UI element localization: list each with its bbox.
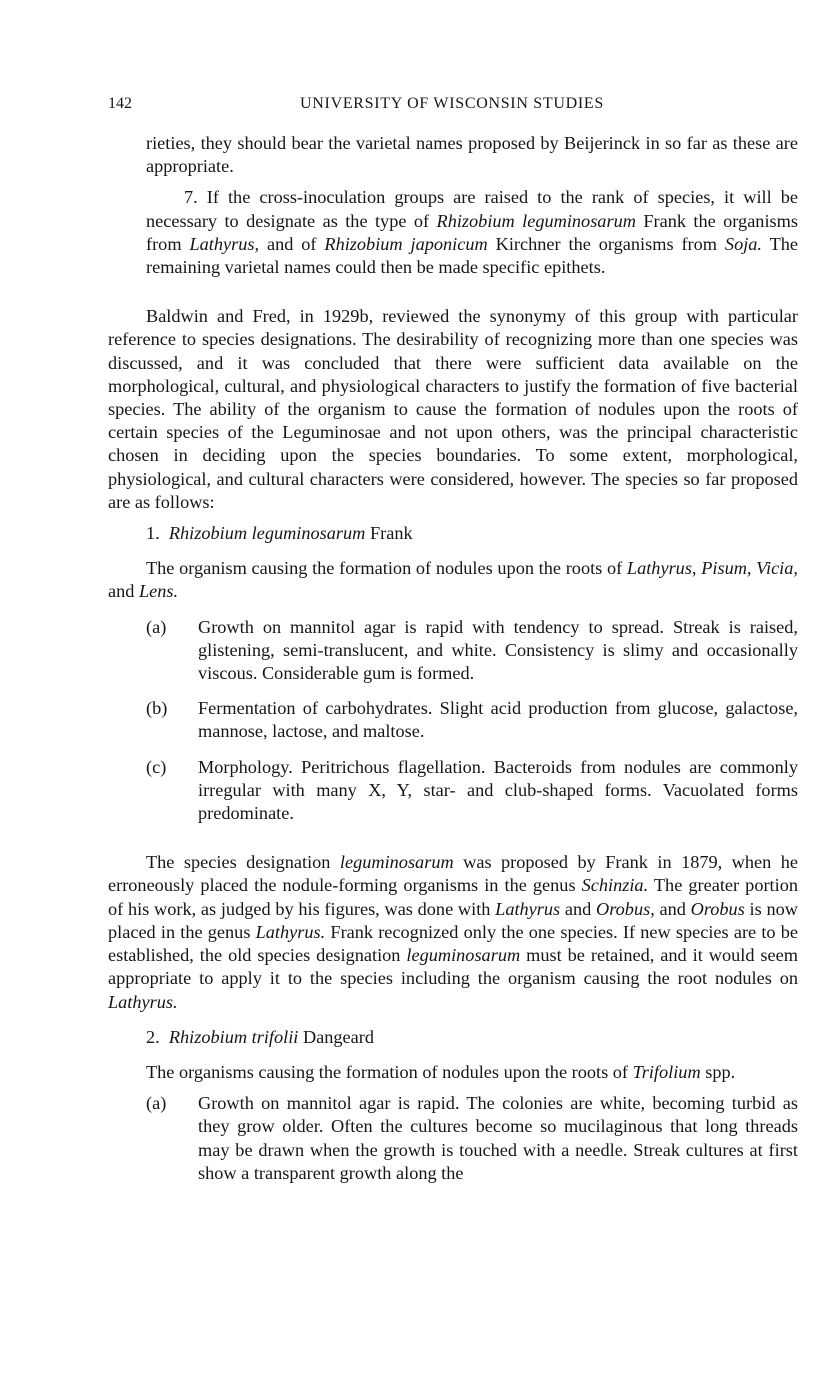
paragraph-text: The organism causing the formation of nodules upon the roots of [146,558,627,579]
genus-list: Lathyrus, Pisum, Vicia, [626,558,798,579]
paragraph-text: is now placed in the genus [108,898,798,942]
species-name: Rhizobium leguminosarum [436,210,636,231]
paragraph-text: rieties, they should bear the varietal names proposed by Beijerinck in so far as these are appropriate. [146,133,798,177]
species-1-description [108,557,798,603]
genus-name: Lathyrus, [189,233,260,254]
paragraph-text: was proposed by Frank in 1879, when he erroneously placed the nodule-forming organisms in the genus [108,852,798,896]
page-header [108,92,796,116]
page-body [108,132,798,1185]
paragraph-text: and of [259,233,325,254]
genus-name: Lens. [138,581,179,602]
genus-name: Trifolium [632,1061,701,1082]
paragraph-text: and [560,898,597,919]
genus-name: Orobus, [596,898,655,919]
genus-name: Soja. [724,233,762,254]
heading-number: 1. [146,523,160,544]
species-heading-2 [146,1026,798,1049]
list-item-text: Fermentation of carbohydrates. Slight acid production from glucose, galactose, mannose, lactose, and maltose. [198,698,798,742]
list-item-text: Growth on mannitol agar is rapid with tendency to spread. Streak is raised, glistening, semi-translucent, and white. Consistency is slimy and occasionally viscous. Considerable gum is formed. [198,616,798,684]
paragraph-text: and [654,898,691,919]
paragraph-leguminosarum-history [108,851,798,1013]
list-item-text: Morphology. Peritrichous flagellation. Bacteroids from nodules are commonly irregular with many X, Y, star- and club-shaped forms. Vacuolated forms predominate. [198,756,798,824]
paragraph-baldwin-fred [108,305,798,514]
list-item [146,756,798,826]
species-name: Rhizobium trifolii [168,1026,299,1047]
genus-name: Lathyrus [495,898,561,919]
list-item [146,697,798,743]
list-marker: (a) [146,1093,167,1114]
species-epithet: leguminosarum [339,852,454,873]
paragraph-text: Frank the organisms from [146,210,798,254]
species-2-description [108,1061,798,1084]
paragraph-text: spp. [700,1061,736,1082]
genus-name: Lathyrus. [255,921,326,942]
paragraph-text: The greater portion of his work, as judged by his figures, was done with [108,875,798,919]
list-item-text: Growth on mannitol agar is rapid. The colonies are white, becoming turbid as they grow older. Often the cultures become so mucilaginous that long threads may be drawn when the growth is touched with a needle. Streak cultures at first show a transparent growth along the [198,1093,798,1183]
paragraph-text: Frank recognized only the one species. If new species are to be established, the old species designation [108,921,798,966]
species-epithet: leguminosarum [406,945,521,966]
list-item [146,616,798,686]
paragraph-text: The species designation [146,852,340,873]
species-name: Rhizobium japonicum [324,233,488,254]
species-name: Rhizobium leguminosarum [168,523,366,544]
paragraph-text: 7. If the cross-inoculation groups are raised to the rank of species, it will be necessary to designate as the type of [146,187,798,231]
paragraph-text: The organisms causing the formation of nodules upon the roots of [146,1061,633,1082]
genus-name: Lathyrus. [108,991,178,1012]
paragraph-text: Baldwin and Fred, in 1929b, reviewed the synonymy of this group with particular reference to species designations. The desirability of recognizing more than one species was discussed, and it was concluded that there were sufficient data available on the morphological, cultural, and physiological characters to justify the formation of five bacterial species. The ability of the organism to cause the formation of nodules upon the roots of certain species of the Leguminosae and not upon others, was the principal characteristic chosen in deciding upon the species boundaries. To some extent, morphological, physiological, and cultural characters were considered, however. The species so far proposed are as follows: [108,306,798,512]
page-number: 142 [108,95,132,112]
paragraph-text: must be retained, and it would seem appropriate to apply it to the species including the organism causing the root nodules on [108,945,798,989]
genus-name: Schinzia. [581,875,649,896]
species-author: Dangeard [298,1026,374,1047]
list-item [146,1092,798,1185]
heading-number: 2. [146,1026,160,1047]
running-title: UNIVERSITY OF WISCONSIN STUDIES [300,95,604,112]
list-marker: (c) [146,756,167,777]
paragraph-text: The remaining varietal names could then be made specific epithets. [146,233,799,278]
paragraph-recommendation-7 [146,186,798,279]
paragraph-text: Kirchner the organisms from [487,233,725,254]
paragraph-continuation [146,132,798,178]
genus-name: Orobus [690,898,745,919]
species-author: Frank [365,523,413,544]
list-marker: (b) [146,698,168,719]
paragraph-text: and [108,581,139,602]
list-marker: (a) [146,616,167,637]
species-heading-1 [146,522,798,545]
